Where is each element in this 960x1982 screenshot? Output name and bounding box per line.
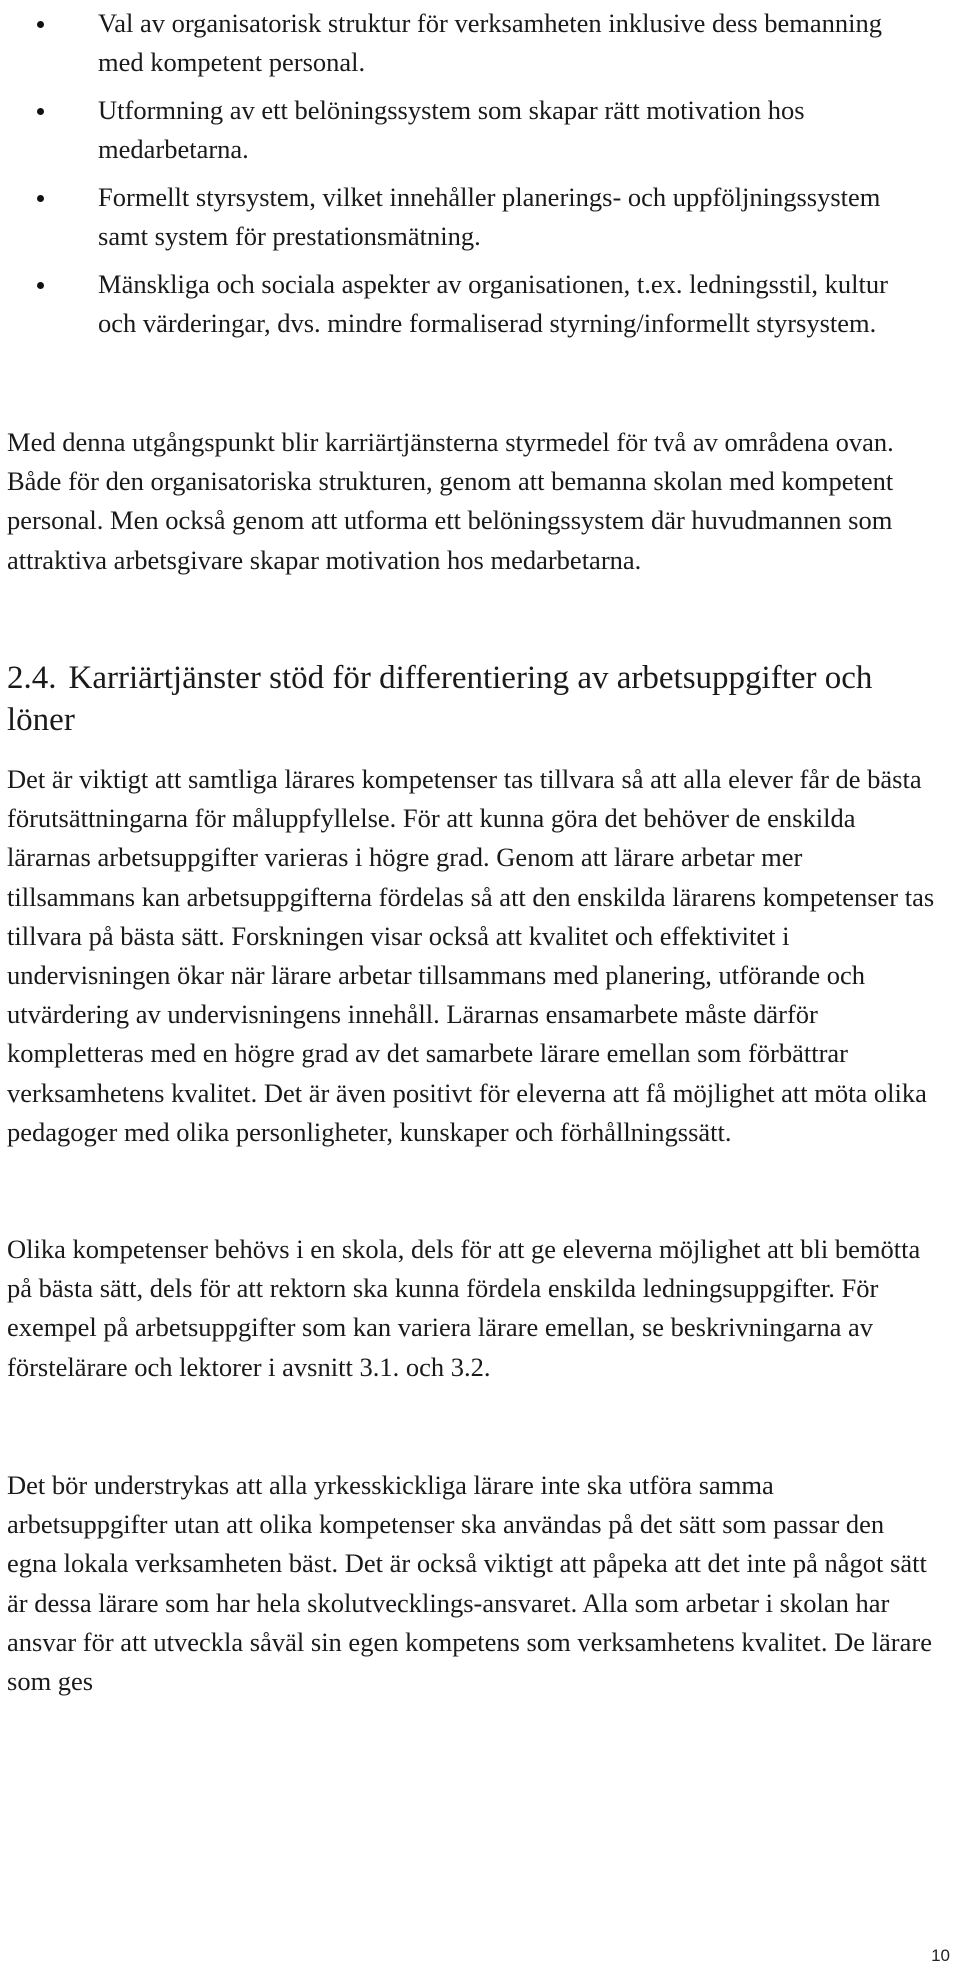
section-title: Karriärtjänster stöd för differentiering av arbetsuppgifter och löner <box>7 660 873 738</box>
section-heading <box>7 657 937 741</box>
bullet-item <box>0 4 960 82</box>
body-paragraph: Olika kompetenser behövs i en skola, dels för att ge eleverna möjlighet att bli bemötta på bästa sätt, dels för att rektorn ska kunna fördela enskilda ledningsuppgifter. För exempel på arbetsuppgifter som kan variera lärare emellan, se beskrivningarna av förstelärare och lektorer i avsnitt 3.1. och 3.2. <box>7 1234 921 1382</box>
intro-paragraph: Med denna utgångspunkt blir karriärtjänsterna styrmedel för två av områdena ovan. Både för den organisatoriska strukturen, genom att bemanna skolan med kompetent personal. Men också genom att utforma ett belöningssystem där huvudmannen som attraktiva arbetsgivare skapar motivation hos medarbetarna. <box>7 427 894 575</box>
body-paragraph: Det är viktigt att samtliga lärares kompetenser tas tillvara så att alla elever får de bästa förutsättningarna för måluppfyllelse. För att kunna göra det behöver de enskilda lärarnas arbetsuppgifter varieras i högre grad. Genom att lärare arbetar mer tillsammans kan arbetsuppgifterna fördelas så att den enskilda lärarens kompetenser tas tillvara på bästa sätt. Forskningen visar också att kvalitet och effektivitet i undervisningen ökar när lärare arbetar tillsammans med planering, utförande och utvärdering av undervisningens innehåll. Lärarnas ensamarbete måste därför kompletteras med en högre grad av det samarbete lärare emellan som förbättrar verksamhetens kvalitet. Det är även positivt för eleverna att få möjlighet att möta olika pedagoger med olika personligheter, kunskaper och förhållningssätt. <box>7 764 935 1147</box>
bullet-list <box>0 4 960 352</box>
bullet-item <box>0 178 960 256</box>
bullet-item <box>0 91 960 169</box>
body-paragraph: Det bör understrykas att alla yrkesskickliga lärare inte ska utföra samma arbetsuppgifter utan att olika kompetenser ska användas på det sätt som passar den egna lokala verksamheten bäst. Det är också viktigt att påpeka att det inte på något sätt är dessa lärare som har hela skolutvecklings-ansvaret. Alla som arbetar i skolan har ansvar för att utveckla såväl sin egen kompetens som verksamhetens kvalitet. De lärare som ges <box>7 1470 932 1697</box>
bullet-icon <box>37 282 44 289</box>
bullet-text: Mänskliga och sociala aspekter av organisationen, t.ex. ledningsstil, kultur och värderingar, dvs. mindre formaliserad styrning/informellt styrsystem. <box>98 269 888 338</box>
bullet-item <box>0 265 960 343</box>
bullet-text: Formellt styrsystem, vilket innehåller planerings- och uppföljningssystem samt system för prestationsmätning. <box>98 182 881 251</box>
bullet-icon <box>37 108 44 115</box>
bullet-icon <box>37 195 44 202</box>
bullet-text: Val av organisatorisk struktur för verksamheten inklusive dess bemanning med kompetent personal. <box>98 8 883 77</box>
bullet-icon <box>37 21 44 28</box>
page-number: 10 <box>931 1946 950 1965</box>
bullet-text: Utformning av ett belöningssystem som skapar rätt motivation hos medarbetarna. <box>98 95 805 164</box>
section-number: 2.4. <box>7 660 57 696</box>
